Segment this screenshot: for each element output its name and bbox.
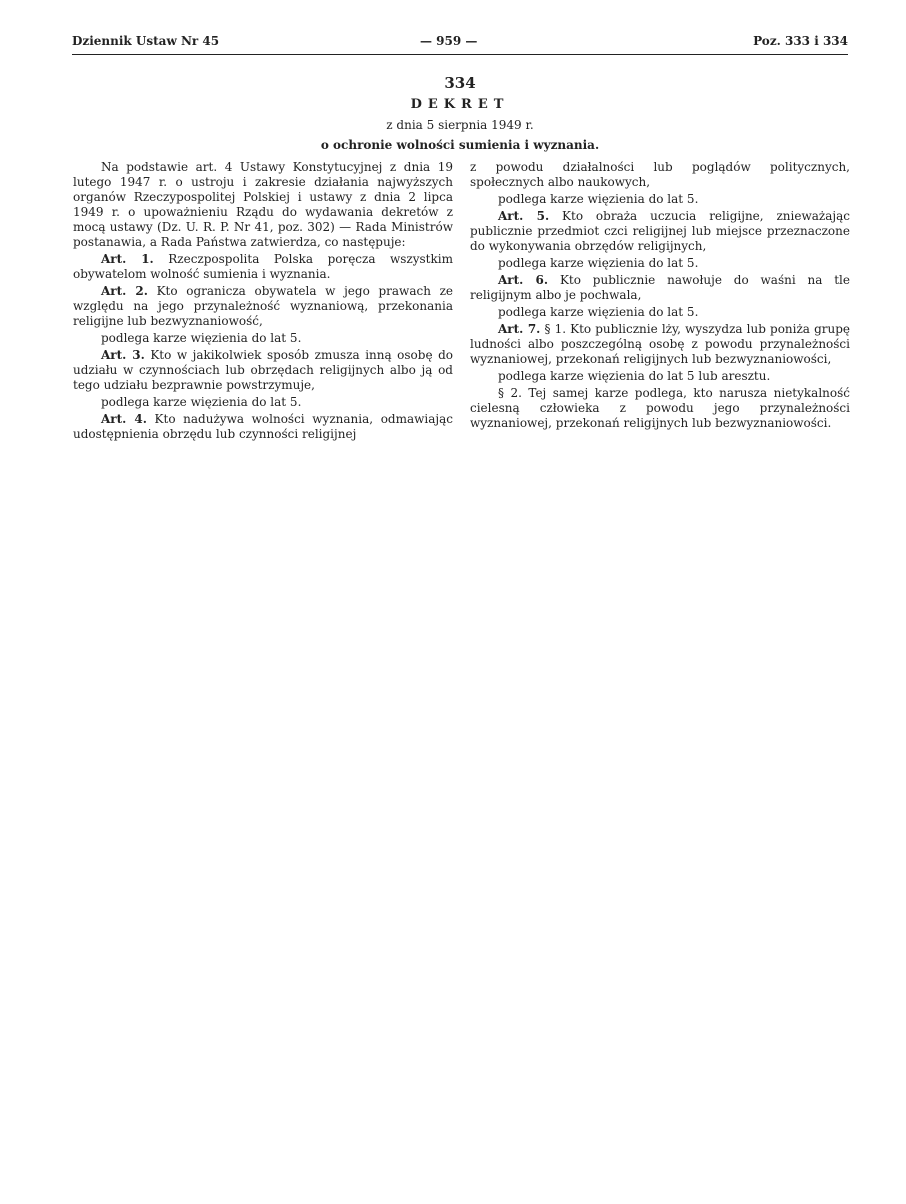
decree-kind: DEKRET (410, 97, 510, 112)
article-4-continuation: z powodu działalności lub poglądów politycznych, społecznych albo naukowych, (470, 160, 850, 189)
article-label: Art. 1. (101, 252, 154, 266)
decree-number: 334 (444, 74, 476, 92)
article-label: Art. 3. (101, 348, 145, 362)
article-label: Art. 7. (498, 322, 541, 336)
decree-date: z dnia 5 sierpnia 1949 r. (386, 118, 534, 132)
preamble: Na podstawie art. 4 Ustawy Konstytucyjnej z dnia 19 lutego 1947 r. o ustroju i zakresie działania najwyższych organów Rzeczypospolitej Polskiej i ustawy z dnia 2 lipca 1949 r. o upoważnieniu Rządu do wydawania dekretów z mocą ustawy (Dz. U. R. P. Nr 41, poz. 302) — Rada Ministrów postanawia, a Rada Państwa zatwierdza, co następuje: (73, 160, 453, 249)
article-text: Kto w jakikolwiek sposób zmusza inną osobę do udziału w czynnościach lub obrzędach religijnych albo ją od tego udziału bezprawnie powstrzymuje, (73, 348, 453, 392)
article-4-penalty: podlega karze więzienia do lat 5. (498, 192, 699, 206)
article-text: § 1. Kto publicznie lży, wyszydza lub poniża grupę ludności albo poszczególną osobę z powodu przynależności wyznaniowej, przekonań religijnych lub bezwyznaniowości, (470, 322, 850, 366)
page-number: — 959 — (420, 34, 478, 48)
article-5-penalty: podlega karze więzienia do lat 5. (498, 256, 699, 270)
decree-subject: o ochronie wolności sumienia i wyznania. (320, 138, 600, 152)
article-5 (470, 209, 850, 254)
decree-heading (300, 74, 620, 152)
article-1 (73, 252, 453, 282)
article-4 (73, 412, 453, 442)
article-7-penalty: podlega karze więzienia do lat 5 lub aresztu. (498, 369, 771, 383)
article-label: Art. 6. (498, 273, 549, 287)
article-7 (470, 322, 850, 367)
running-header (72, 34, 848, 54)
article-2-penalty: podlega karze więzienia do lat 5. (101, 331, 302, 345)
header-rule (72, 54, 848, 55)
article-text: Rzeczpospolita Polska poręcza wszystkim obywatelom wolność sumienia i wyznania. (73, 252, 453, 281)
article-2 (73, 284, 453, 329)
article-text: Kto obraża uczucia religijne, znieważając publicznie przedmiot czci religijnej lub miejsce przeznaczone do wykonywania obrzędów religijnych, (470, 209, 850, 253)
left-column (73, 160, 453, 444)
right-column (470, 160, 850, 433)
article-text: Kto publicznie nawołuje do waśni na tle religijnym albo je pochwala, (470, 273, 850, 302)
position-reference: Poz. 333 i 334 (753, 34, 848, 48)
article-label: Art. 5. (498, 209, 550, 223)
article-label: Art. 4. (101, 412, 147, 426)
article-text: Kto nadużywa wolności wyznania, odmawiając udostępnienia obrzędu lub czynności religijnej (73, 412, 453, 441)
article-label: Art. 2. (101, 284, 148, 298)
article-3 (73, 348, 453, 393)
article-text: Kto ogranicza obywatela w jego prawach ze względu na jego przynależność wyznaniową, przekonania religijne lub bezwyznaniowość, (73, 284, 453, 328)
article-6-penalty: podlega karze więzienia do lat 5. (498, 305, 699, 319)
article-7-paragraph-2: § 2. Tej samej karze podlega, kto narusza nietykalność cielesną człowieka z powodu jego przynależności wyznaniowej, przekonań religijnych lub bezwyznaniowości. (470, 386, 850, 430)
article-6 (470, 273, 850, 303)
journal-title: Dziennik Ustaw Nr 45 (72, 34, 220, 48)
article-3-penalty: podlega karze więzienia do lat 5. (101, 395, 302, 409)
